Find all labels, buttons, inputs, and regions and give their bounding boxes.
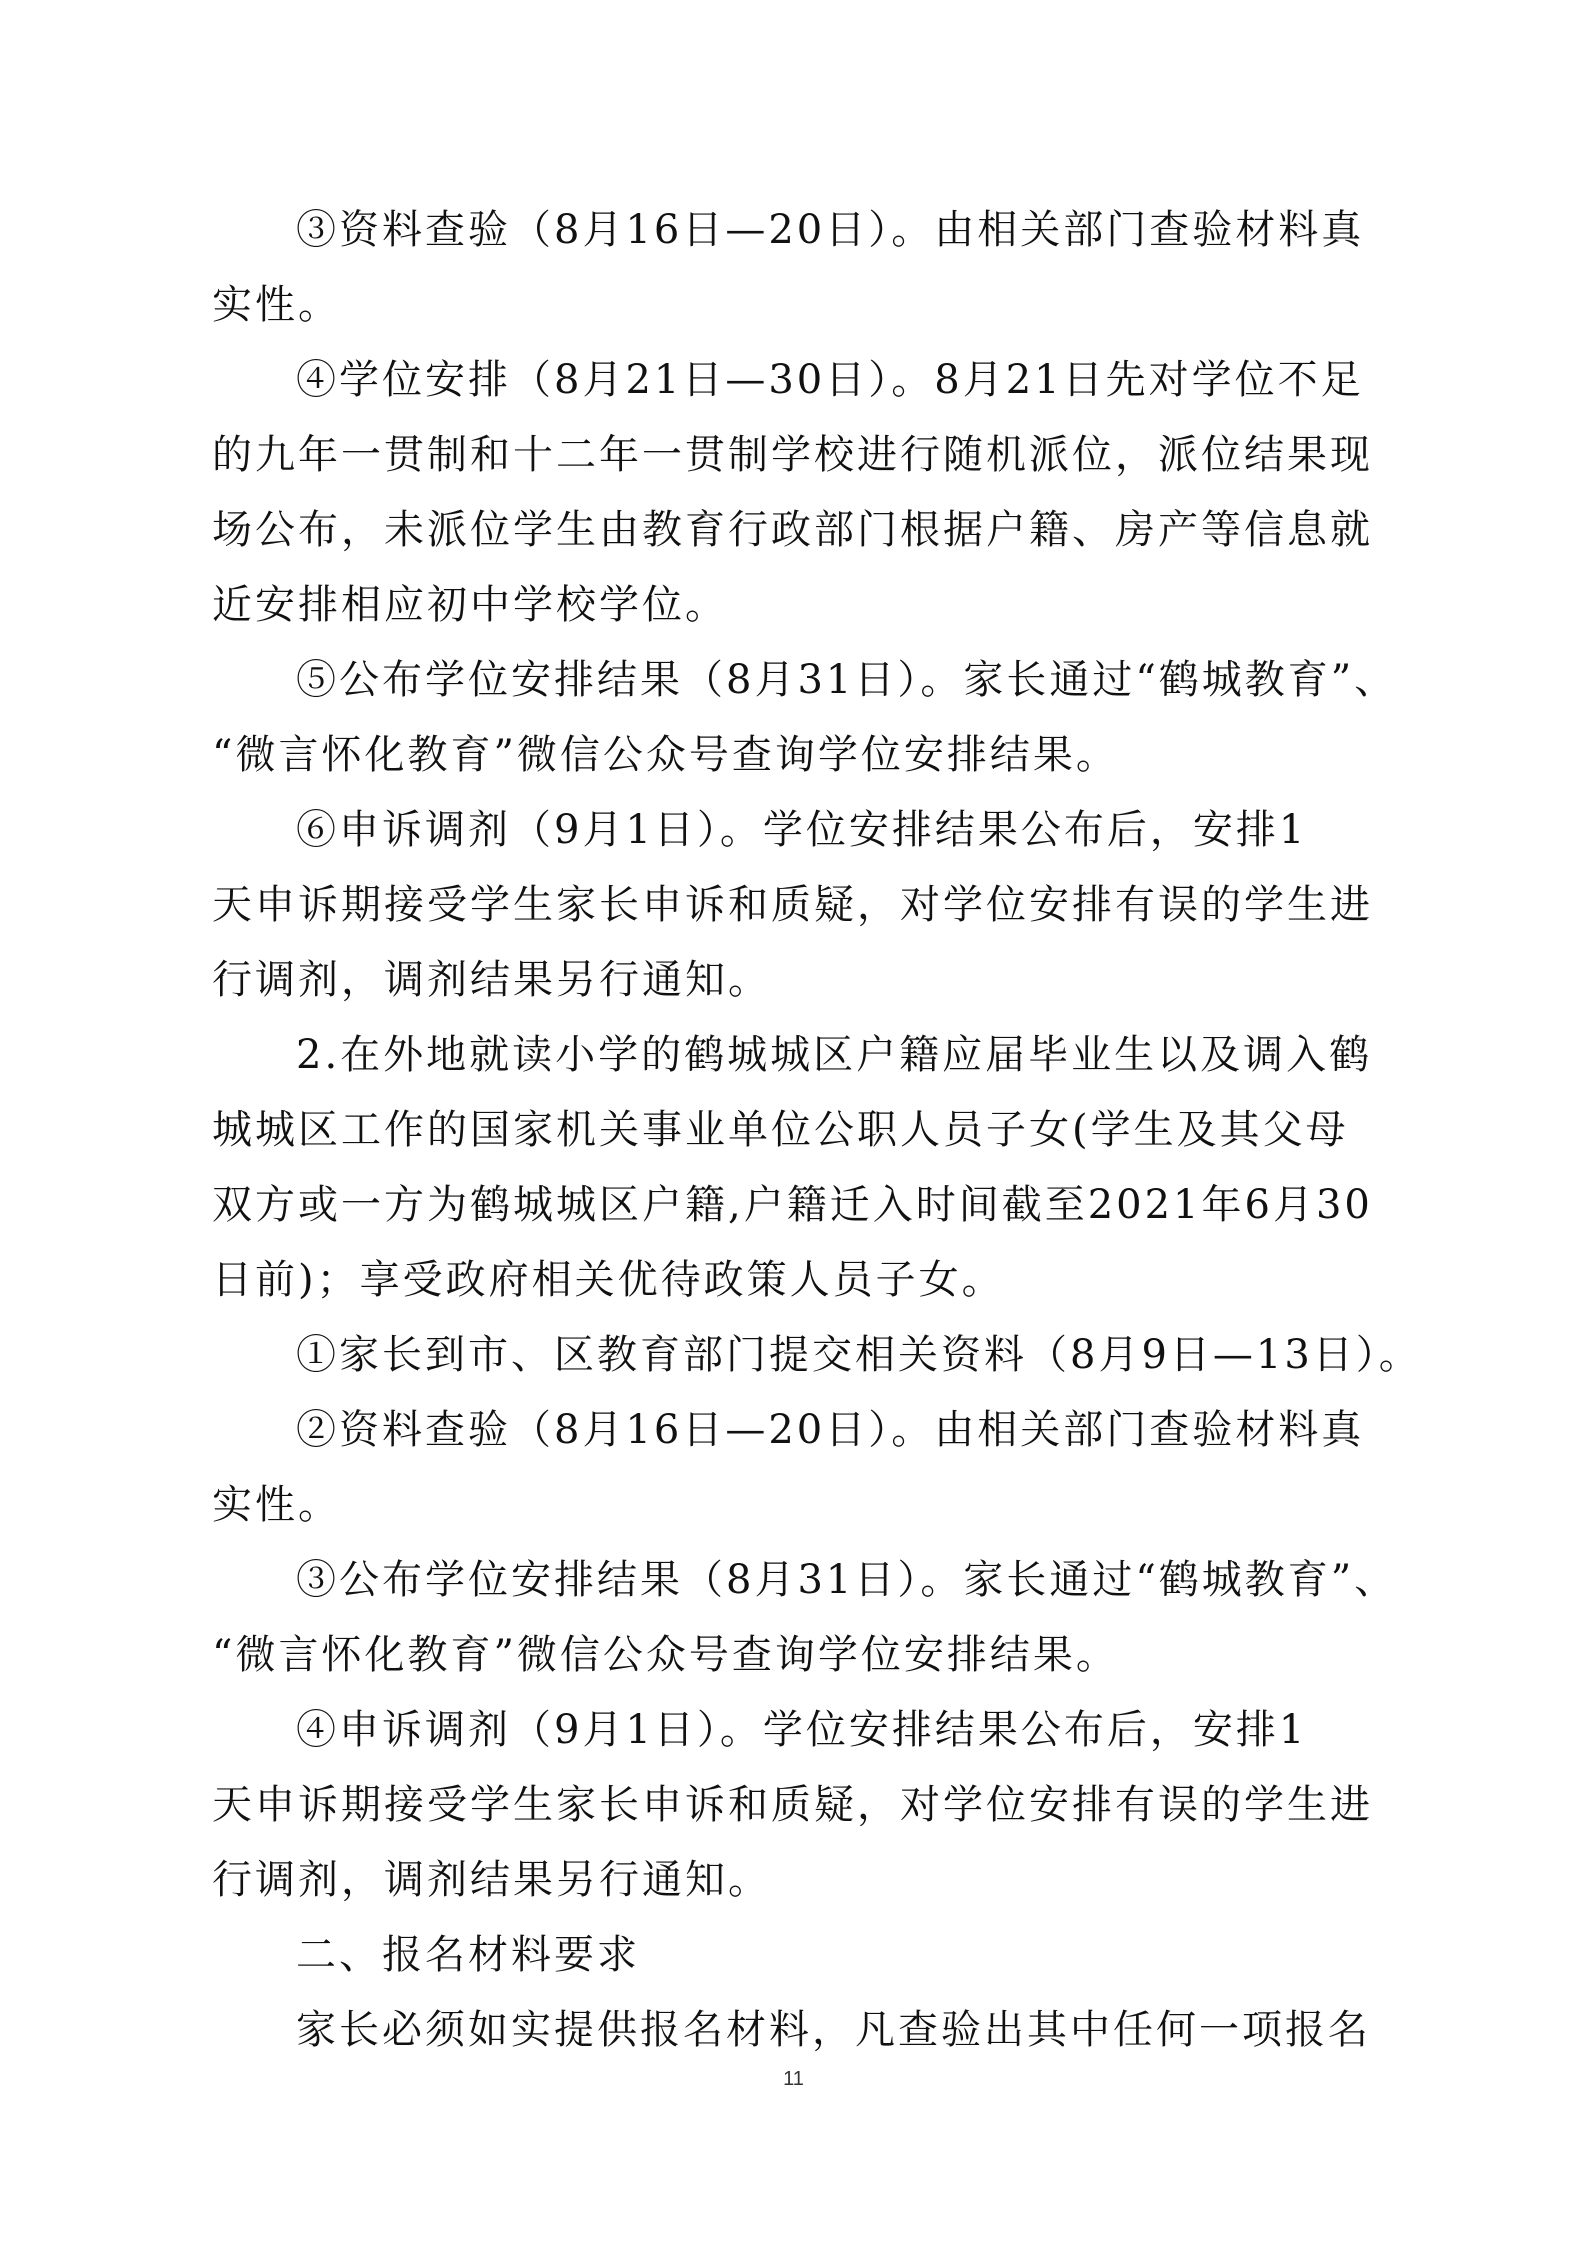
text-line: ⑤公布学位安排结果（8月31日）。家长通过“鹤城教育”、	[296, 657, 1398, 703]
text-line: 日前)；享受政府相关优待政策人员子女。	[212, 1257, 1005, 1303]
text-line: 行调剂，调剂结果另行通知。	[212, 1857, 771, 1903]
text-line: ③资料查验（8月16日—20日）。由相关部门查验材料真	[296, 207, 1365, 253]
text-line: ④申诉调剂（9月1日）。学位安排结果公布后，安排1	[296, 1707, 1308, 1753]
text-line: 天申诉期接受学生家长申诉和质疑，对学位安排有误的学生进	[212, 882, 1373, 928]
page-number: 11	[783, 2068, 804, 2090]
text-line: 实性。	[212, 282, 341, 328]
section-heading: 二、报名材料要求	[296, 1932, 640, 1978]
text-line: 城城区工作的国家机关事业单位公职人员子女(学生及其父母	[212, 1107, 1349, 1153]
text-line: 实性。	[212, 1482, 341, 1528]
text-line: “微言怀化教育”微信公众号查询学位安排结果。	[212, 732, 1119, 778]
text-line: 天申诉期接受学生家长申诉和质疑，对学位安排有误的学生进	[212, 1782, 1373, 1828]
text-line: 双方或一方为鹤城城区户籍,户籍迁入时间截至2021年6月30	[212, 1182, 1373, 1228]
text-line: 场公布，未派位学生由教育行政部门根据户籍、房产等信息就	[212, 507, 1373, 553]
text-line: ③公布学位安排结果（8月31日）。家长通过“鹤城教育”、	[296, 1557, 1398, 1603]
text-line: 行调剂，调剂结果另行通知。	[212, 957, 771, 1003]
text-line: ④学位安排（8月21日—30日）。8月21日先对学位不足	[296, 357, 1364, 403]
text-line: 2.在外地就读小学的鹤城城区户籍应届毕业生以及调入鹤	[296, 1032, 1373, 1078]
text-line: 家长必须如实提供报名材料，凡查验出其中任何一项报名	[296, 2007, 1371, 2053]
text-line: ⑥申诉调剂（9月1日）。学位安排结果公布后，安排1	[296, 807, 1308, 853]
text-line: ②资料查验（8月16日—20日）。由相关部门查验材料真	[296, 1407, 1365, 1453]
text-line: 近安排相应初中学校学位。	[212, 582, 728, 628]
text-line: ①家长到市、区教育部门提交相关资料（8月9日—13日）。	[296, 1332, 1422, 1378]
text-line: 的九年一贯制和十二年一贯制学校进行随机派位，派位结果现	[212, 432, 1373, 478]
text-line: “微言怀化教育”微信公众号查询学位安排结果。	[212, 1632, 1119, 1678]
